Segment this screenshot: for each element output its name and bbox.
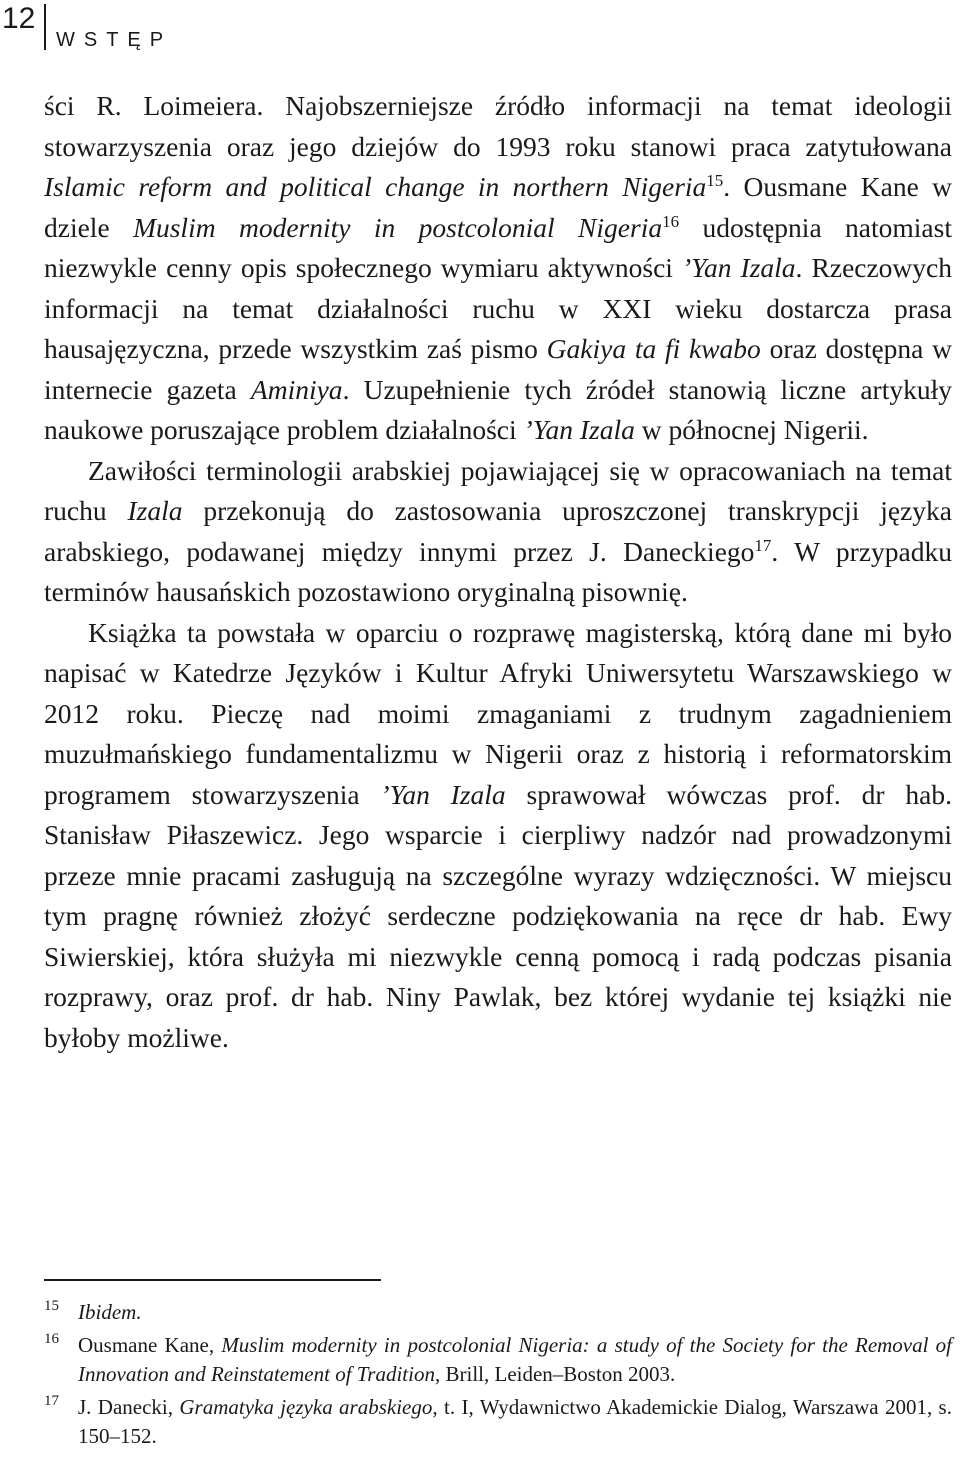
text-run: ści R. Loimeiera. Najobszerniejsze źródło informacji na temat ideologii stowarzyszenia oraz jego dziejów do 1993 roku stanowi praca zatytułowana: [44, 90, 952, 162]
text-run: . W przypadku terminów hausańskich pozostawiono oryginalną pisownię.: [44, 535, 952, 607]
text-run: sprawował wówczas prof. dr hab. Stanisław Piłaszewicz. Jego wsparcie i cierpliwy nadzór nad prowadzonymi przeze mnie pracami zasługują na szczególne wyrazy wdzięczności. W miejscu tym pragnę również złożyć serdeczne podziękowania na ręce dr hab. Ewy Siwierskiej, która służyła mi niezwykle cenną pomocą i radą podczas pisania rozprawy, oraz prof. dr hab. Niny Pawlak, bez której wydanie tej książki nie byłoby możliwe.: [44, 778, 952, 1053]
page-number: 12: [2, 2, 36, 35]
text-run: , Brill, Leiden–Boston 2003.: [434, 1362, 676, 1386]
footnotes: [44, 1298, 952, 1455]
paragraph-1: [44, 86, 952, 451]
footnote-ref: 16: [662, 211, 680, 231]
paragraph-2: [44, 451, 952, 613]
footnote-text: [78, 1395, 952, 1448]
text-run: Zawiłości terminologii arabskiej pojawiającej się w opracowaniach na temat ruchu: [44, 454, 952, 526]
footnote-17: [44, 1393, 952, 1451]
footnote-number: 16: [44, 1331, 59, 1347]
footnote-number: 17: [44, 1393, 59, 1409]
text-run: . Ousmane Kane w dziele: [44, 171, 952, 243]
italic-text: Islamic reform and political change in northern Nigeria: [44, 171, 707, 202]
footnote-ref: 15: [706, 171, 724, 190]
italic-text: Izala: [127, 495, 183, 526]
italic-text: Gakiya ta fi kwabo: [546, 333, 761, 364]
text-run: , t. I, Wydawnictwo Akademickie Dialog, Warszawa 2001, s. 150–152.: [78, 1395, 952, 1448]
footnote-text: [78, 1333, 952, 1386]
italic-text: Gramatyka języka arabskiego: [179, 1395, 433, 1419]
text-run: udostępnia natomiast niezwykle cenny opis społecznego wymiaru aktywności: [44, 211, 952, 283]
footnote-text: [78, 1300, 142, 1324]
text-run: . Rzeczowych informacji na temat działalności ruchu w XXI wieku dostarcza prasa hausajęzyczna, przede wszystkim zaś pismo: [44, 252, 952, 364]
text-run: . Uzupełnienie tych źródeł stanowią liczne artykuły naukowe poruszające problem działalności: [44, 373, 952, 445]
italic-text: Muslim modernity in postcolonial Nigeria: a study of the Society for the Removal of Innovation and Reinstatement of Tradition: [78, 1333, 953, 1386]
footnote-rule: [44, 1279, 381, 1281]
header-divider: [44, 4, 46, 50]
footnote-ref: 17: [754, 535, 772, 555]
italic-text: Aminiya: [250, 373, 343, 405]
footnote-16: [44, 1331, 952, 1389]
text-run: Ousmane Kane,: [78, 1333, 222, 1357]
footnote-number: 15: [44, 1298, 59, 1314]
italic-text: ’Yan Izala: [380, 778, 506, 810]
text-run: w północnej Nigerii.: [634, 414, 869, 445]
main-text: [44, 86, 952, 1058]
text-run: przekonują do zastosowania uproszczonej transkrypcji języka arabskiego, podawanej między innymi przez J. Daneckiego: [44, 495, 952, 567]
italic-text: Muslim modernity in postcolonial Nigeria: [133, 211, 663, 243]
text-run: J. Danecki,: [78, 1395, 180, 1419]
italic-text: Ibidem.: [78, 1300, 142, 1324]
text-run: oraz dostępna w internecie gazeta: [44, 333, 952, 405]
section-title: WSTĘP: [56, 29, 173, 51]
text-run: Książka ta powstała w oparciu o rozprawę magisterską, którą dane mi było napisać w Katedrze Języków i Kultur Afryki Uniwersytetu Warszawskiego w 2012 roku. Pieczę nad moimi zmaganiami z trudnym zagadnieniem muzułmańskiego fundamentalizmu w Nigerii oraz z historią i reformatorskim programem stowarzyszenia: [44, 616, 952, 810]
italic-text: ’Yan Izala: [682, 252, 796, 283]
italic-text: ’Yan Izala: [523, 414, 635, 445]
page-header: [0, 0, 960, 60]
footnote-15: [44, 1298, 952, 1327]
paragraph-3: [44, 613, 952, 1059]
